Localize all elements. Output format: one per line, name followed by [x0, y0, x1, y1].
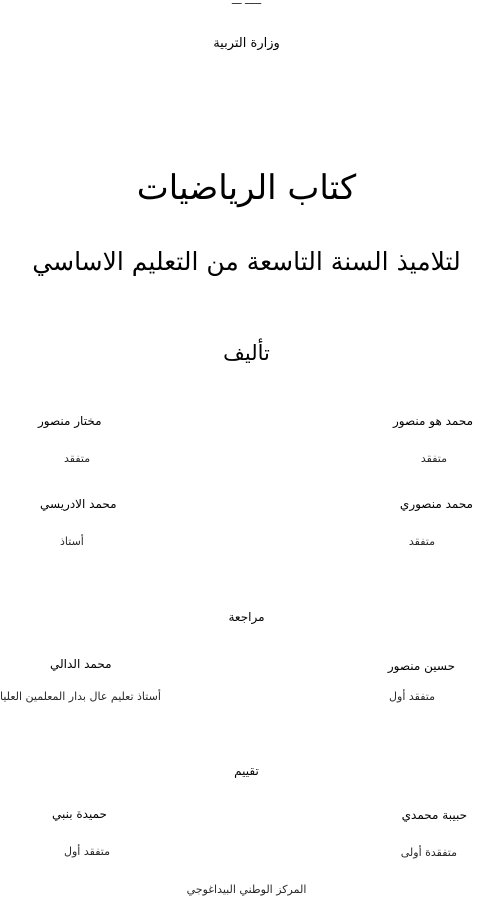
author-role-1: متفقد [420, 452, 447, 465]
reviewer-name-1: حسين منصور [387, 659, 455, 673]
author-name-4: محمد الادريسي [40, 497, 117, 511]
evaluator-role-1: متفقدة أولى [400, 846, 457, 859]
author-name-3: محمد منصوري [399, 497, 473, 511]
author-role-4: أستاذ [60, 535, 84, 548]
evaluator-role-2: متفقد أول [64, 845, 110, 858]
book-subtitle: لتلاميذ السنة التاسعة من التعليم الاساسي [32, 247, 461, 276]
evaluator-name-1: حبيبة محمدي [401, 808, 467, 822]
reviewer-role-2: أستاذ تعليم عال بدار المعلمين العليا [0, 690, 161, 703]
evaluation-heading: تقييم [234, 764, 259, 778]
reviewer-role-1: متفقد أول [389, 690, 435, 703]
book-title: كتاب الرياضيات [136, 168, 357, 208]
ministry-name: وزارة التربية [213, 36, 280, 51]
author-name-1: محمد هو منصور [392, 414, 473, 428]
publisher-footer: المركز الوطني البيداغوجي [186, 883, 307, 896]
evaluator-name-2: حميدة بنبي [52, 807, 107, 821]
authored-by-heading: تأليف [223, 341, 270, 365]
author-role-2: متفقد [64, 452, 91, 465]
author-role-3: متفقد [408, 535, 435, 548]
reviewer-name-2: محمد الدالي [50, 657, 112, 671]
review-heading: مراجعة [228, 610, 265, 624]
cropped-header-text: ـــــ ـــ [231, 0, 262, 7]
author-name-2: مختار منصور [38, 414, 102, 428]
